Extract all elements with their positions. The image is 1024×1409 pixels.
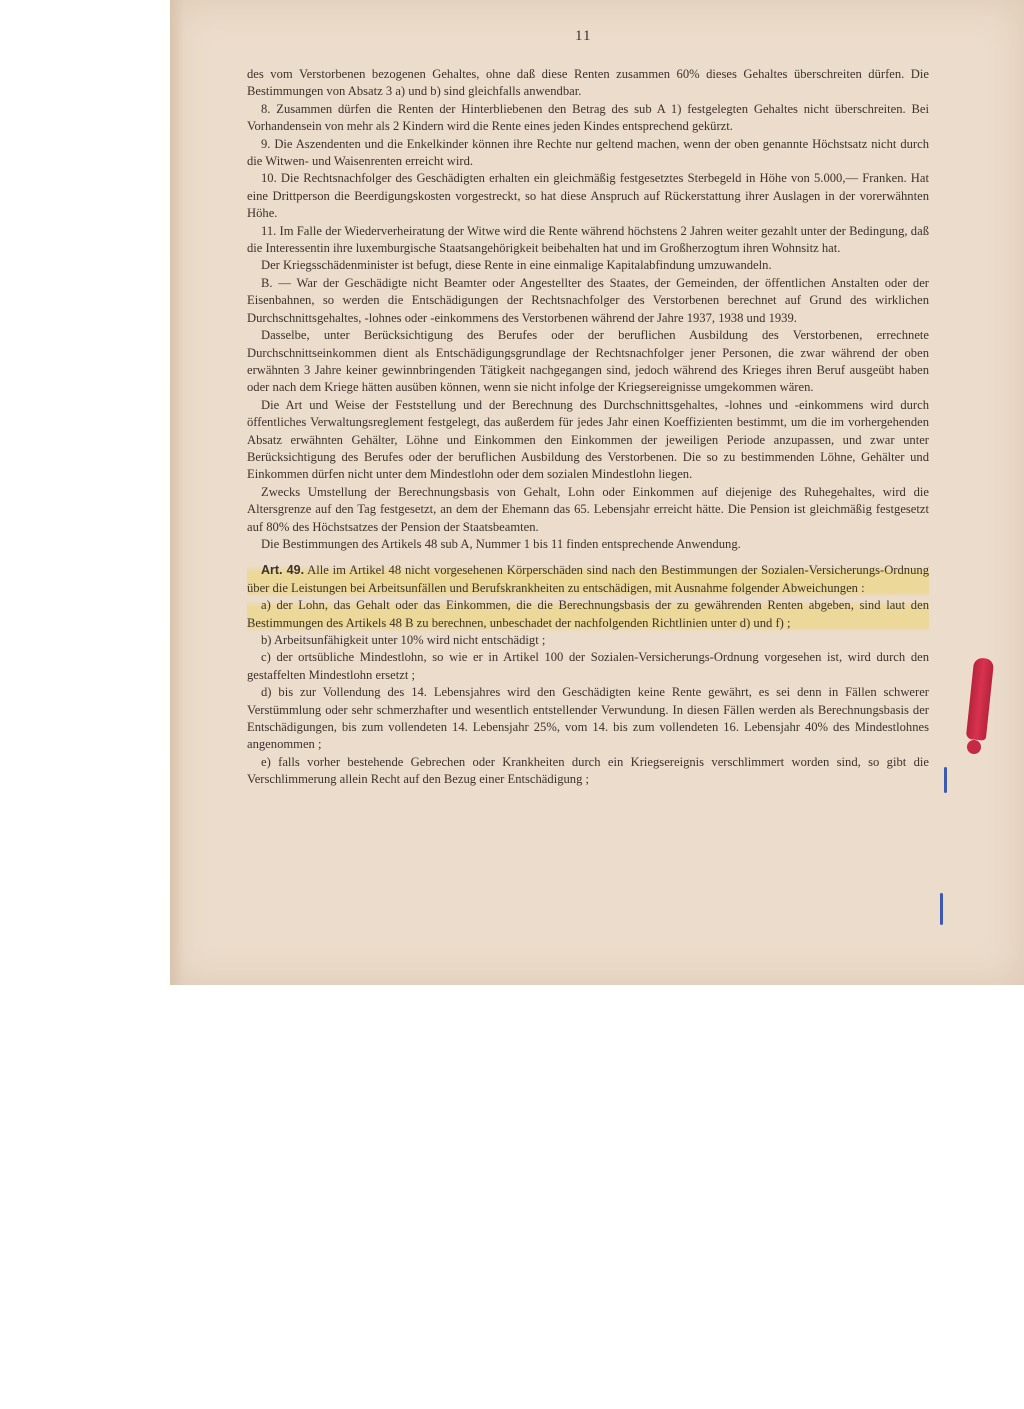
paragraph: des vom Verstorbenen bezogenen Gehaltes, ohne daß diese Renten zusammen 60% dieses Gehaltes überschreiten dürfen. Die Bestimmungen von Absatz 3 a) und b) sind gleichfalls anwendbar. — [247, 67, 929, 99]
margin-line-icon — [944, 767, 947, 793]
paragraph: Der Kriegsschädenminister ist befugt, diese Rente in eine einmalige Kapitalabfindung umzuwandeln. — [261, 258, 772, 273]
page-number: 11 — [575, 28, 592, 44]
paragraph: 8. Zusammen dürfen die Renten der Hinterbliebenen den Betrag des sub A 1) festgelegten Gehaltes nicht überschreiten. Bei Vorhandensein von mehr als 2 Kindern wird die Rente eines jeden Kindes entsprechend gekürzt. — [247, 101, 929, 134]
body-text — [247, 66, 929, 789]
paragraph: Dasselbe, unter Berücksichtigung des Berufes oder der beruflichen Ausbildung des Verstorbenen, errechnete Durchschnittseinkommen dient als Entschädigungsgrundlage der Rechtsnachfolger jener Personen, die zwar während der oben erwähnten 3 Jahre keiner gewinnbringenden Tätigkeit nachgegangen sind, jedoch während des Krieges ihren Beruf ausgeübt haben oder nach dem Kriege hätten ausüben können, wenn sie nicht infolge der Kriegsereignisse umgekommen wären. — [247, 328, 929, 395]
article-item-e: e) falls vorher bestehende Gebrechen oder Krankheiten durch ein Kriegsereignis verschlimmert worden sind, so gibt die Verschlimmerung allein Recht auf den Bezug einer Entschädigung ; — [247, 754, 929, 787]
paragraph: 9. Die Aszendenten und die Enkelkinder können ihre Rechte nur geltend machen, wenn der oben genannte Höchstsatz nicht durch die Witwen- und Waisenrenten erreicht wird. — [247, 136, 929, 169]
article-paragraph — [247, 562, 929, 597]
article-item-b: b) Arbeitsunfähigkeit unter 10% wird nicht entschädigt ; — [261, 633, 546, 647]
margin-line-icon — [940, 893, 943, 925]
exclamation-mark-icon — [966, 657, 994, 741]
paragraph: Die Bestimmungen des Artikels 48 sub A, Nummer 1 bis 11 finden entsprechende Anwendung. — [261, 536, 741, 551]
paragraph: B. — War der Geschädigte nicht Beamter oder Angestellter des Staates, der Gemeinden, der öffentlichen Anstalten oder der Eisenbahnen, so werden die Entschädigungen der Rechtsnachfolger des Verstorbenen berechnet auf Grund des wirklichen Durchschnittsgehaltes, -lohnes oder -einkommens des Verstorbenen während der Jahre 1937, 1938 und 1939. — [247, 275, 929, 325]
article-item-d: d) bis zur Vollendung des 14. Lebensjahres wird den Geschädigten keine Rente gewährt, es sei denn in Fällen schwerer Verstümmlung oder sehr schmerzhafter und wesentlich entstellender Verwundung. In diesen Fällen werden als Berechnungsbasis der Entschädigungen, bis zum vollendeten 14. Lebensjahr 25%, vom 14. bis zum vollendeten 16. Lebensjahr 40% des Mindestlohnes angenommen ; — [247, 685, 929, 752]
exclamation-dot-icon — [967, 740, 981, 754]
article-item-a: a) der Lohn, das Gehalt oder das Einkommen, die die Berechnungsbasis der zu gewährenden Renten abgeben, sind laut den Bestimmungen des Artikels 48 B zu berechnen, unbeschadet der nachfolgenden Richtlinien unter d) und f) ; — [247, 597, 929, 632]
article-title: Art. 49. — [261, 563, 305, 578]
paragraph: 11. Im Falle der Wiederverheiratung der Witwe wird die Rente während höchstens 2 Jahren weiter gezahlt unter der Bedingung, daß die Interessentin ihre luxemburgische Staatsangehörigkeit beibehalten hat und im Großherzogtum ihren Wohnsitz hat. — [247, 223, 929, 256]
paragraph: Zwecks Umstellung der Berechnungsbasis von Gehalt, Lohn oder Einkommen auf diejenige des Ruhegehaltes, wird die Altersgrenze auf den Tag festgesetzt, an dem der Ehemann das 65. Lebensjahr erreicht hätte. Die Pension ist gleichmäßig festgesetzt auf 80% des Höchstsatzes der Pension der Staatsbeamten. — [247, 484, 929, 534]
paragraph: 10. Die Rechtsnachfolger des Geschädigten erhalten ein gleichmäßig festgesetztes Sterbegeld in Höhe von 5.000,— Franken. Hat eine Drittperson die Beerdigungskosten vorgestreckt, so hat diese Anspruch auf Rückerstattung ihrer Auslagen in der vorerwähnten Höhe. — [247, 171, 929, 221]
article-intro: Alle im Artikel 48 nicht vorgesehenen Körperschäden sind nach den Bestimmungen der Sozialen-Versicherungs-Ordnung über die Leistungen bei Arbeitsunfällen und Berufskrankheiten zu entschädigen, mit Ausnahme folgender Abweichungen : — [247, 563, 929, 595]
scanned-page — [170, 0, 1024, 985]
article-item-c: c) der ortsübliche Mindestlohn, so wie er in Artikel 100 der Sozialen-Versicherungs-Ordnung vorgesehen ist, wird durch den gestaffelten Mindestlohn ersetzt ; — [247, 650, 929, 682]
paragraph: Die Art und Weise der Feststellung und der Berechnung des Durchschnittsgehaltes, -lohnes und -einkommens wird durch öffentliches Verwaltungsreglement festgelegt, das außerdem für jedes Jahr einen Koeffizienten bestimmt, um die im vorhergehenden Absatz erwähnten Gehälter, Löhne und Einkommen den Einkommen der jeweiligen Periode anzupassen, und zwar unter Berücksichtigung des Berufes oder der beruflichen Ausbildung des Verstorbenen. Die so zu bestimmenden Löhne, Gehälter und Einkommen dürfen nicht unter dem Mindestlohn oder dem sozialen Mindestlohn liegen. — [247, 397, 929, 482]
